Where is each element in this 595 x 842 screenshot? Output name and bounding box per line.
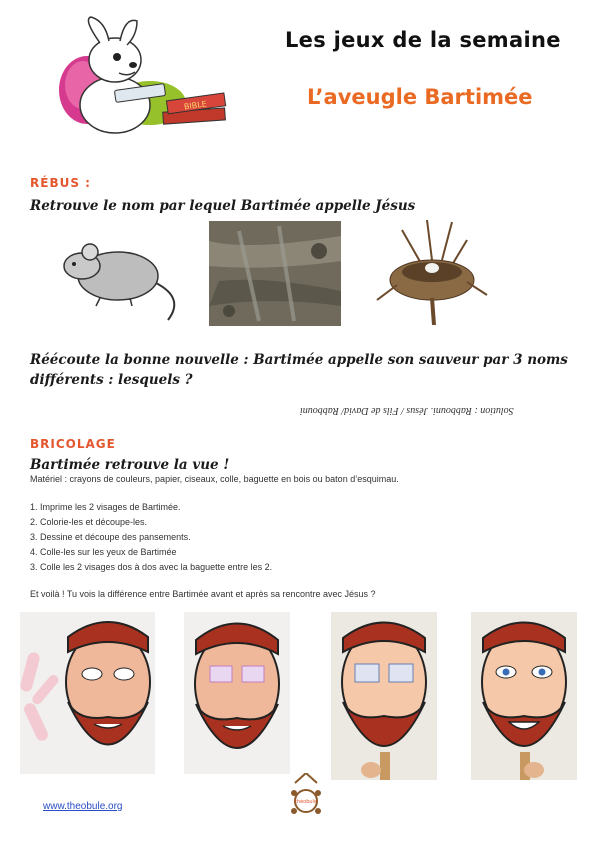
page-title: Les jeux de la semaine (285, 28, 561, 52)
theobule-logo (285, 773, 327, 823)
solution-upside-down: Solution : Rabbouni. Jésus / Fils de David/ Rabbouni (300, 405, 514, 416)
step-item: 4. Colle-les sur les yeux de Bartimée (30, 547, 177, 557)
mud-image (209, 221, 341, 326)
craft-heading: BRICOLAGE (30, 437, 116, 451)
rat-image (60, 228, 180, 323)
website-link[interactable]: www.theobule.org (43, 801, 123, 812)
rabbit-reading-illustration (45, 15, 245, 140)
craft-title: Bartimée retrouve la vue ! (30, 457, 230, 473)
craft-photo-3 (331, 612, 437, 780)
svg-text:BIBLE: BIBLE (183, 99, 208, 112)
craft-materials: Matériel : crayons de couleurs, papier, ciseaux, colle, baguette en bois ou baton d’esquimau. (30, 474, 399, 484)
rebus-heading: RÉBUS : (30, 176, 91, 190)
craft-conclusion: Et voilà ! Tu vois la différence entre Bartimée avant et après sa rencontre avec Jésus ? (30, 589, 376, 599)
rebus-question: Retrouve le nom par lequel Bartimée appelle Jésus (30, 198, 416, 214)
svg-text:théobule: théobule (294, 799, 318, 805)
step-item: 1. Imprime les 2 visages de Bartimée. (30, 502, 181, 512)
page-subtitle: L’aveugle Bartimée (307, 85, 533, 109)
step-item: 3. Colle les 2 visages dos à dos avec la baguette entre les 2. (30, 562, 273, 572)
step-item: 2. Colorie-les et découpe-les. (30, 517, 148, 527)
step-item: 3. Dessine et découpe des pansements. (30, 532, 191, 542)
craft-photo-2 (184, 612, 290, 774)
listen-question-line2: différents : lesquels ? (30, 372, 193, 388)
listen-question-line1: Réécoute la bonne nouvelle : Bartimée appelle son sauveur par 3 noms (30, 352, 568, 368)
craft-photo-1 (20, 612, 155, 774)
nest-image (372, 220, 492, 325)
craft-steps (30, 500, 272, 575)
craft-photo-4 (471, 612, 577, 780)
